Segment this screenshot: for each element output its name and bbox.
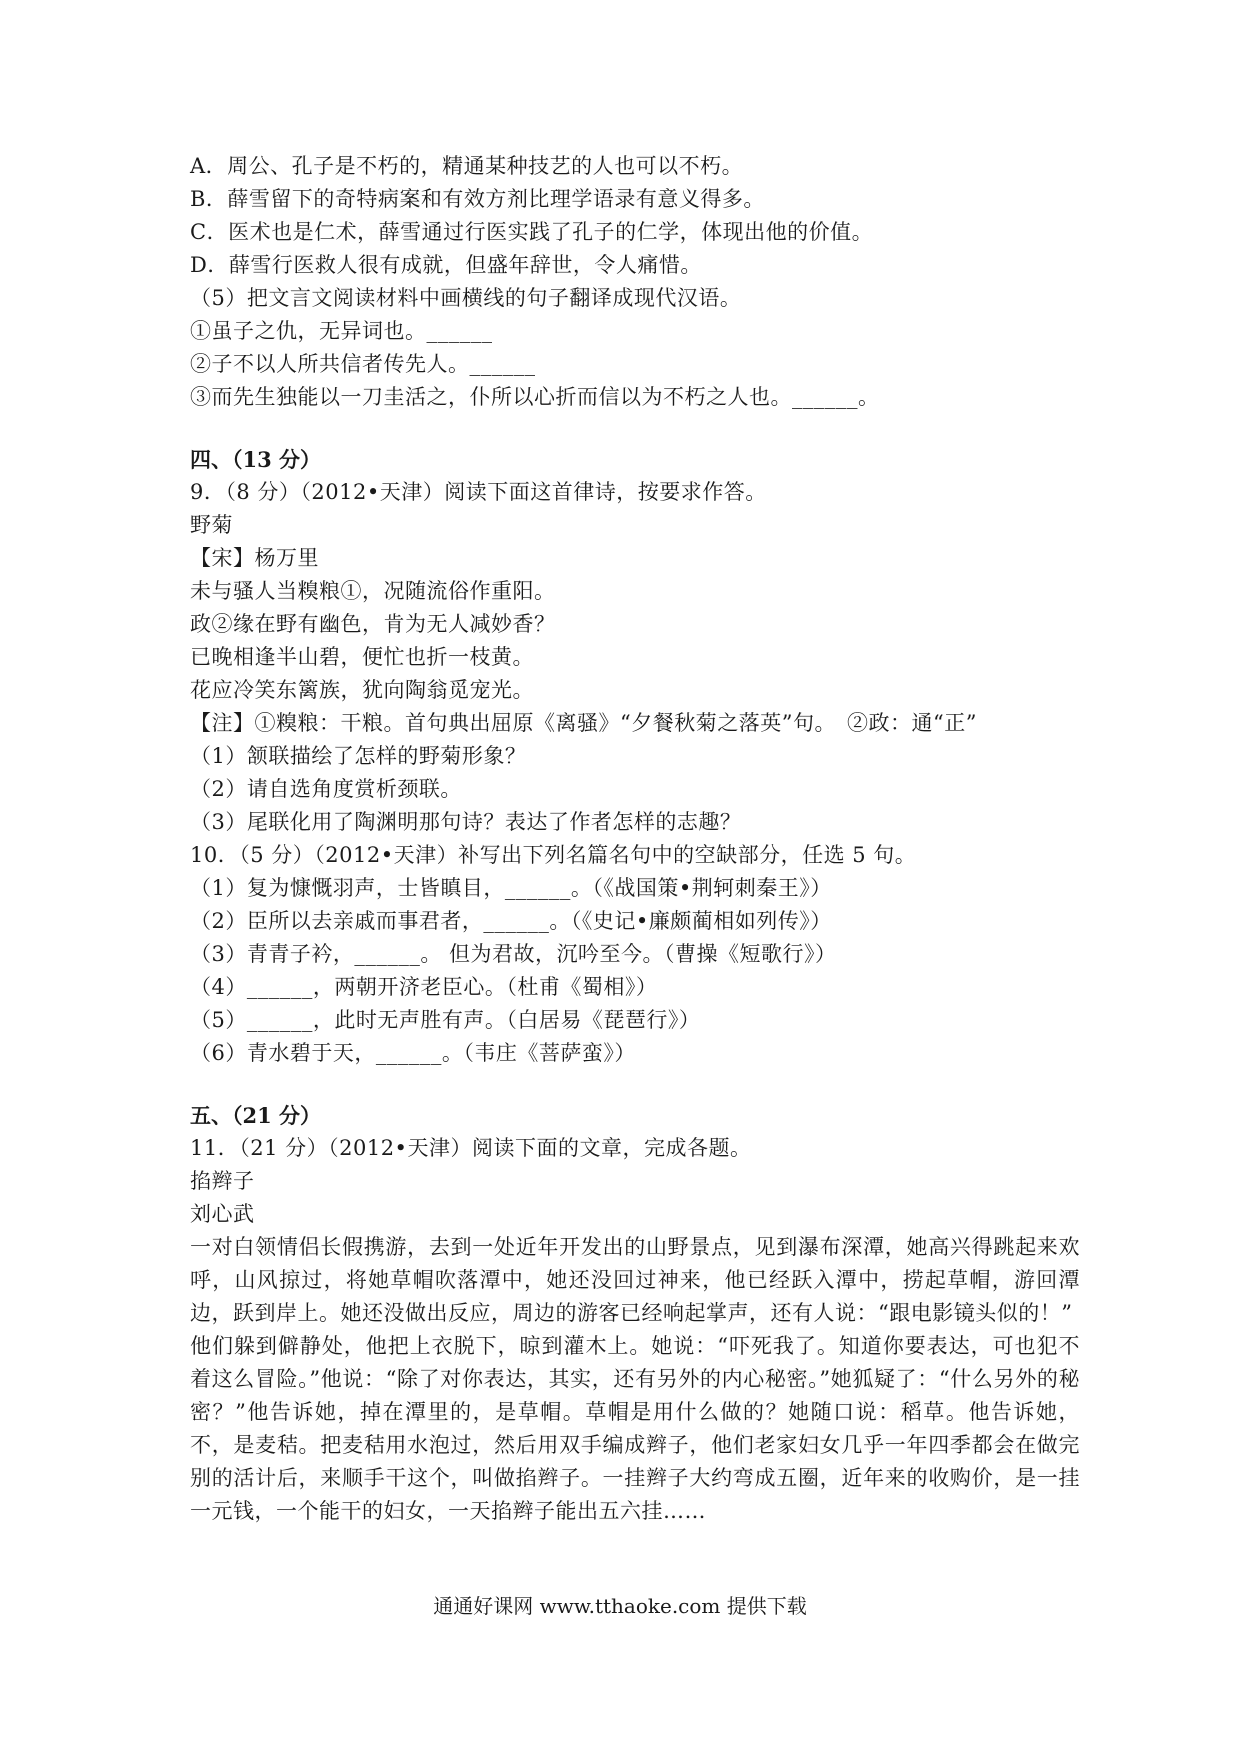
poem-title: 野菊 (190, 513, 233, 537)
page-content (190, 150, 1080, 1528)
poem-line: 花应冷笑东篱族，犹向陶翁觅宠光。 (190, 678, 534, 702)
translation-item-2: ②子不以人所共信者传先人。______ (190, 352, 536, 376)
article-paragraph-2: 他们躲到僻静处，他把上衣脱下，晾到灌木上。她说：“吓死我了。知道你要表达，可也犯不着这么冒险。”他说：“除了对你表达，其实，还有另外的内心秘密。”她狐疑了：“什么另外的秘密？”他告诉她，掉在潭里的，是草帽。草帽是用什么做的？她随口说：稻草。他告诉她，不，是麦秸。把麦秸用水泡过，然后用双手编成辫子，他们老家妇女几乎一年四季都会在做完别的活计后，来顺手干这个，叫做掐辫子。一挂辫子大约弯成五圈，近年来的收购价，是一挂一元钱，一个能干的妇女，一天掐辫子能出五六挂…… (190, 1334, 1080, 1523)
question-11-intro: 11．（21 分）（2012•天津）阅读下面的文章，完成各题。 (190, 1136, 752, 1160)
poem-line: 政②缘在野有幽色，肯为无人减妙香？ (190, 612, 556, 636)
section-5-heading: 五、（21 分） (190, 1103, 322, 1128)
question-10-items (190, 872, 1080, 1070)
translation-item-3: ③而先生独能以一刀圭活之，仆所以心折而信以为不朽之人也。______。 (190, 385, 880, 409)
article-title: 掐辫子 (190, 1169, 255, 1193)
question-5-prompt: （5）把文言文阅读材料中画横线的句子翻译成现代汉语。 (190, 286, 742, 310)
poem-author: 【宋】杨万里 (190, 546, 319, 570)
fill-blank-item-3: （3）青青子衿，______。 但为君故，沉吟至今。（曹操《短歌行》） (190, 942, 837, 966)
option-a: A．周公、孔子是不朽的，精通某种技艺的人也可以不朽。 (190, 154, 744, 178)
question-9-item-3: （3）尾联化用了陶渊明那句诗？表达了作者怎样的志趣？ (190, 810, 742, 834)
question-9-intro: 9．（8 分）（2012•天津）阅读下面这首律诗，按要求作答。 (190, 480, 767, 504)
poem-line: 已晚相逢半山碧，便忙也折一枝黄。 (190, 645, 534, 669)
poem-body (190, 575, 1080, 707)
fill-blank-item-6: （6）青水碧于天，______。（韦庄《菩萨蛮》） (190, 1041, 636, 1065)
option-c: C．医术也是仁术，薛雪通过行医实践了孔子的仁学，体现出他的价值。 (190, 220, 874, 244)
poem-line: 未与骚人当糗粮①，况随流俗作重阳。 (190, 579, 556, 603)
fill-blank-item-4: （4）______，两朝开济老臣心。（杜甫《蜀相》） (190, 975, 658, 999)
article-paragraph-1: 一对白领情侣长假携游，去到一处近年开发出的山野景点，见到瀑布深潭，她高兴得跳起来欢呼，山风掠过，将她草帽吹落潭中，她还没回过神来，他已经跃入潭中，捞起草帽，游回潭边，跃到岸上。她还没做出反应，周边的游客已经响起掌声，还有人说：“跟电影镜头似的！” (190, 1235, 1080, 1325)
option-b: B．薛雪留下的奇特病案和有效方剂比理学语录有意义得多。 (190, 187, 765, 211)
section-4-heading: 四、（13 分） (190, 447, 322, 472)
translation-item-1: ①虽子之仇，无异词也。______ (190, 319, 493, 343)
article-author: 刘心武 (190, 1202, 255, 1226)
question-9-items (190, 740, 1080, 839)
page-footer: 通通好课网 www.tthaoke.com 提供下载 (433, 1594, 807, 1618)
fill-blank-item-2: （2）臣所以去亲戚而事君者，______。（《史记•廉颇蔺相如列传》） (190, 909, 832, 933)
question-9-item-2: （2）请自选角度赏析颈联。 (190, 777, 462, 801)
question-5-items (190, 315, 1080, 414)
question-10-intro: 10．（5 分）（2012•天津）补写出下列名篇名句中的空缺部分，任选 5 句。 (190, 843, 917, 867)
section-3-options (190, 150, 1080, 282)
poem-note: 【注】①糗粮：干粮。首句典出屈原《离骚》“夕餐秋菊之落英”句。 ②政：通“正” (190, 711, 977, 735)
fill-blank-item-1: （1）复为慷慨羽声，士皆瞋目，______。（《战国策•荆轲刺秦王》） (190, 876, 832, 900)
question-9-item-1: （1）颔联描绘了怎样的野菊形象？ (190, 744, 527, 768)
fill-blank-item-5: （5）______，此时无声胜有声。（白居易《琵琶行》） (190, 1008, 701, 1032)
option-d: D．薛雪行医救人很有成就，但盛年辞世，令人痛惜。 (190, 253, 702, 277)
